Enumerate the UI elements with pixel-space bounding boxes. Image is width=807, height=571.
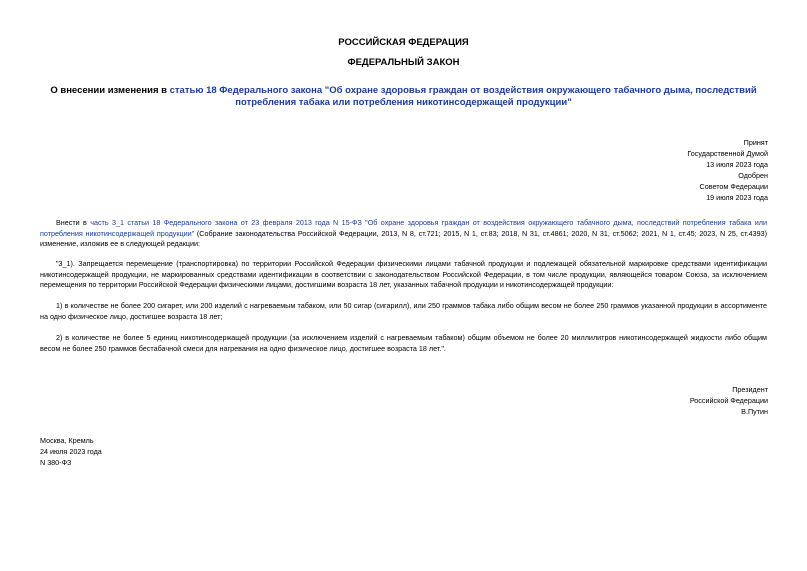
footer-number: N 380-ФЗ: [40, 457, 72, 467]
signature-title: Президент: [732, 385, 768, 394]
signature-name: В.Путин: [741, 407, 768, 416]
adoption-line-council: Советом Федерации: [699, 182, 768, 191]
adoption-line-approved: Одобрен: [738, 171, 768, 180]
adoption-line-accepted: Принят: [743, 138, 768, 147]
amendment-suffix: (Собрание законодательства Российской Федерации, 2013, N 8, ст.721; 2015, N 1, ст.83; 2018, N 31, ст.4861; 2020, N 31, ст.5062; 2021, N 1, ст.45; 2023, N 25, ст.4393) изменение, изложив ее в следующей редакции:: [40, 228, 768, 248]
paragraph-item-2: 2) в количестве не более 5 единиц никотинсодержащей продукции (за исключением изделий с нагреваемым табаком) общим объемом не более 20 миллилитров никотинсодержащей жидкости либо общим весом не более 250 граммов бестабачной смеси для нагревания на одно физическое лицо, достигшее возраста 18 лет.".: [40, 333, 767, 353]
paragraph-item-1: 1) в количестве не более 200 сигарет, или 200 изделий с нагреваемым табаком, или 50 сигар (сигарилл), или 250 граммов табака либо общим весом не более 250 граммов указанной продукции в ассортименте на одно физическое лицо, достигшее возраста 18 лет;: [40, 301, 767, 321]
adoption-block: [687, 137, 768, 203]
law-title-link[interactable]: статью 18 Федерального закона "Об охране здоровья граждан от воздействия окружающего табачного дыма, последствий потребления табака или потребления никотинсодержащей продукции": [169, 85, 757, 108]
law-title-prefix: О внесении изменения в: [50, 85, 170, 96]
footer-block: [40, 436, 102, 468]
footer-date: 24 июля 2023 года: [40, 446, 102, 456]
amendment-link[interactable]: часть 3_1 статьи 18 Федерального закона от 23 февраля 2013 года N 15-ФЗ "Об охране здоровья граждан от воздействия окружающего табачного дыма, последствий потребления табака или потребления никотинсодержащей продукции": [40, 218, 767, 238]
footer-place: Москва, Кремль: [40, 436, 94, 445]
signature-country: Российской Федерации: [689, 396, 768, 405]
adoption-line-council-date: 19 июля 2023 года: [706, 193, 768, 202]
paragraph-new-wording: "3_1). Запрещается перемещение (транспортировка) по территории Российской Федерации физическими лицами табачной продукции и подлежащей обязательной маркировке средствами идентификации никотинсодержащей продукции, не маркированных средствами идентификации в соответствии с законодательством Российской Федерации, в том числе продукции, являющейся товаром Союза, за исключением перемещения по территории Российской Федерации физическими лицами, достигшими возраста 18 лет, указанных табачной продукции и никотинсодержащей продукции:: [40, 259, 767, 289]
adoption-line-duma-date: 13 июля 2023 года: [706, 160, 768, 169]
law-title: [40, 85, 767, 109]
paragraph-amendment: [40, 218, 767, 250]
country-heading: РОССИЙСКАЯ ФЕДЕРАЦИЯ: [338, 37, 469, 48]
amendment-prefix: Внести в: [56, 218, 91, 227]
adoption-line-duma: Государственной Думой: [687, 149, 768, 158]
signature-block: [690, 384, 768, 417]
document-type-heading: ФЕДЕРАЛЬНЫЙ ЗАКОН: [347, 57, 460, 68]
